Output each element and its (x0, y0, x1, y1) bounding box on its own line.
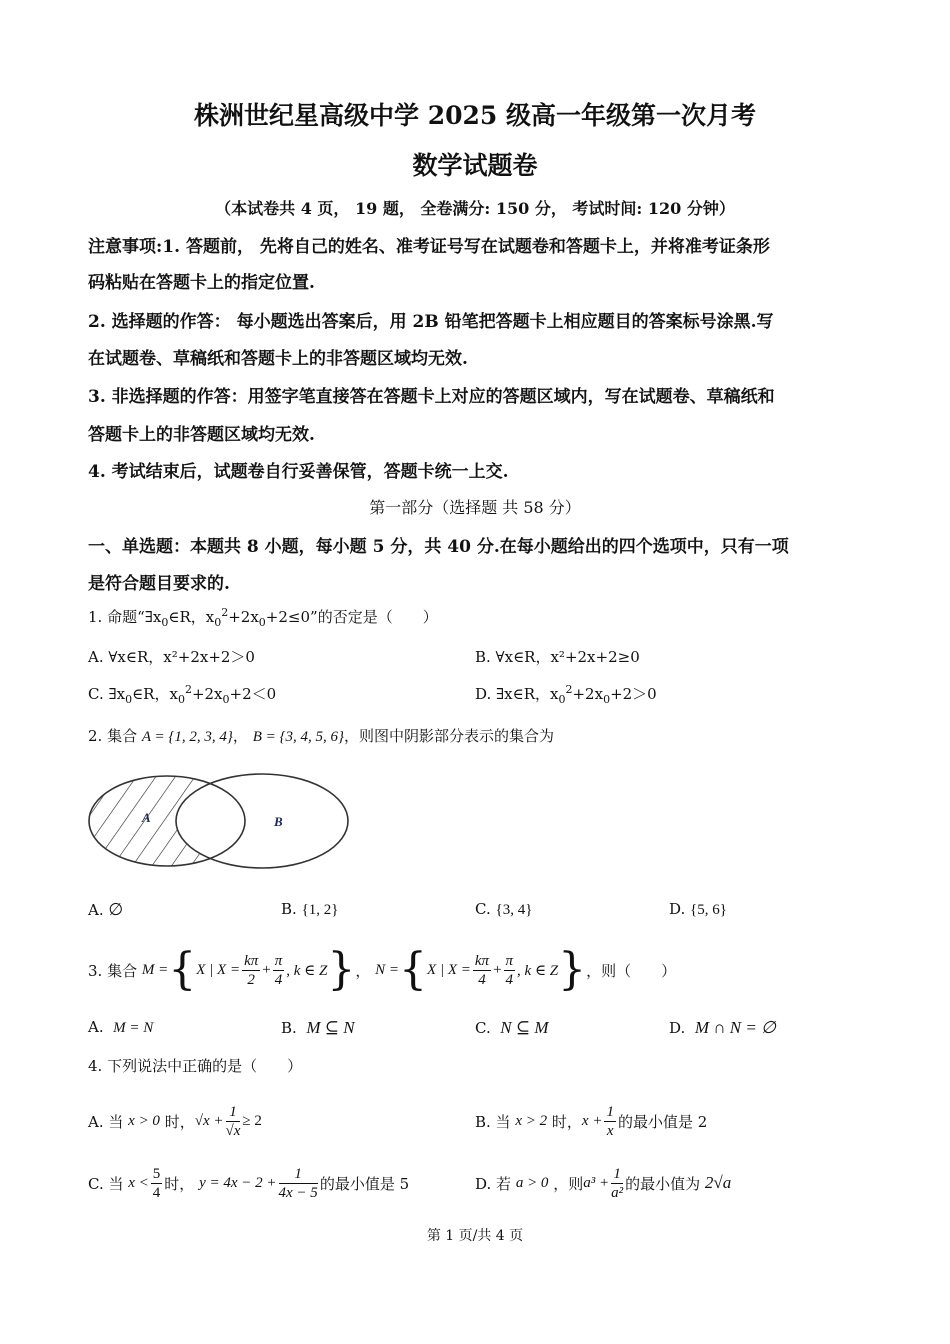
q1-option-a[interactable]: A. ∀x∈R，x²+2x+2＞0 (88, 648, 255, 666)
q3-stem: 3. 集合 M = { X | X = $\frac{k\pi}{2}$ + $\frac{\pi}{4}$ , k ∈ Z } ， N = { X | X = $\frac{k\pi}{4}$ + $\frac{\pi}{4}$ , k ∈ Z } ，则（ ） (88, 944, 677, 995)
q1-stem: 1. 命题“$\exists x_0\in R$，$x_0^2+2x_0+2\le 0$”的否定是（ ） (88, 606, 438, 629)
q2-option-c[interactable]: C. {3, 4} (475, 900, 533, 918)
section-instructions-line-2: 是符合题目要求的. (88, 574, 230, 594)
note-line-6: 答题卡上的非答题区域均无效. (88, 425, 315, 445)
q3-option-b[interactable]: B. M ⊆ N (281, 1018, 355, 1037)
note-line-3: 2. 选择题的作答： 每小题选出答案后，用 2B 铅笔把答题卡上相应题目的答案标号涂黑.写 (88, 312, 774, 332)
q4-option-a[interactable]: A. 当 x > 0 时， √x + $\frac{1}{√x}$ ≥ 2 (88, 1103, 262, 1139)
q1-option-c[interactable]: C. $\exists x_0\in R$，$x_0^2+2x_0+2<0$ (88, 683, 277, 706)
exam-title: 株洲世纪星高级中学 2025 级高一年级第一次月考 (194, 101, 756, 130)
note-line-4: 在试题卷、草稿纸和答题卡上的非答题区域均无效. (88, 349, 468, 369)
note-line-5: 3. 非选择题的作答：用签字笔直接答在答题卡上对应的答题区域内，写在试题卷、草稿纸和 (88, 387, 775, 407)
exam-subtitle: 数学试题卷 (412, 151, 538, 180)
set-b-label: B (274, 814, 283, 829)
q3-option-d[interactable]: D. M ∩ N = ∅ (669, 1018, 776, 1037)
q2-option-b[interactable]: B. {1, 2} (281, 900, 339, 918)
section-instructions-line-1: 一、单选题：本题共 8 小题，每小题 5 分，共 40 分.在每小题给出的四个选项中，只有一项 (88, 537, 789, 557)
shaded-region (82, 770, 357, 872)
q1-option-d[interactable]: D. ∃x∈R，$x_0^2+2x_0+2>0$ (475, 683, 657, 706)
q1-option-b[interactable]: B. ∀x∈R，x²+2x+2≥0 (475, 648, 640, 666)
q4-option-b[interactable]: B. 当 x > 2 时， x + $\frac{1}{x}$ 的最小值是 2 (475, 1103, 708, 1139)
note-line-7: 4. 考试结束后，试题卷自行妥善保管，答题卡统一上交. (88, 462, 509, 482)
q3-option-c[interactable]: C. N ⊆ M (475, 1018, 549, 1037)
q3-option-a[interactable]: A. M = N (88, 1018, 154, 1036)
q4-option-d[interactable]: D. 若 a > 0 ，则 a³ + $\frac{1}{\text{a²}}$ 的最小值为 2√a (475, 1165, 732, 1201)
q2-option-a[interactable]: A. ∅ (88, 900, 124, 919)
note-line-1: 注意事项:1. 答题前， 先将自己的姓名、准考证号写在试题卷和答题卡上，并将准考证条形 (88, 237, 770, 257)
part-heading: 第一部分（选择题 共 58 分） (369, 498, 581, 517)
q4-option-c[interactable]: C. 当 x < $\frac{5}{4}$ 时， y = 4x − 2 + $\frac{1}{4x - 5}$ 的最小值是 5 (88, 1165, 410, 1201)
q4-stem: 4. 下列说法中正确的是（ ） (88, 1057, 303, 1075)
exam-info: （本试卷共 4 页， 19 题， 全卷满分: 150 分， 考试时间: 120 分钟） (215, 199, 735, 218)
venn-diagram (82, 770, 357, 872)
page-footer: 第 1 页/共 4 页 (426, 1228, 524, 1244)
note-line-2: 码粘贴在答题卡上的指定位置. (88, 273, 315, 293)
q2-option-d[interactable]: D. {5, 6} (669, 900, 727, 918)
set-a-label: A (142, 810, 151, 825)
q2-stem: 2. 集合 A = {1, 2, 3, 4}， B = {3, 4, 5, 6}，则图中阴影部分表示的集合为 (88, 727, 554, 745)
